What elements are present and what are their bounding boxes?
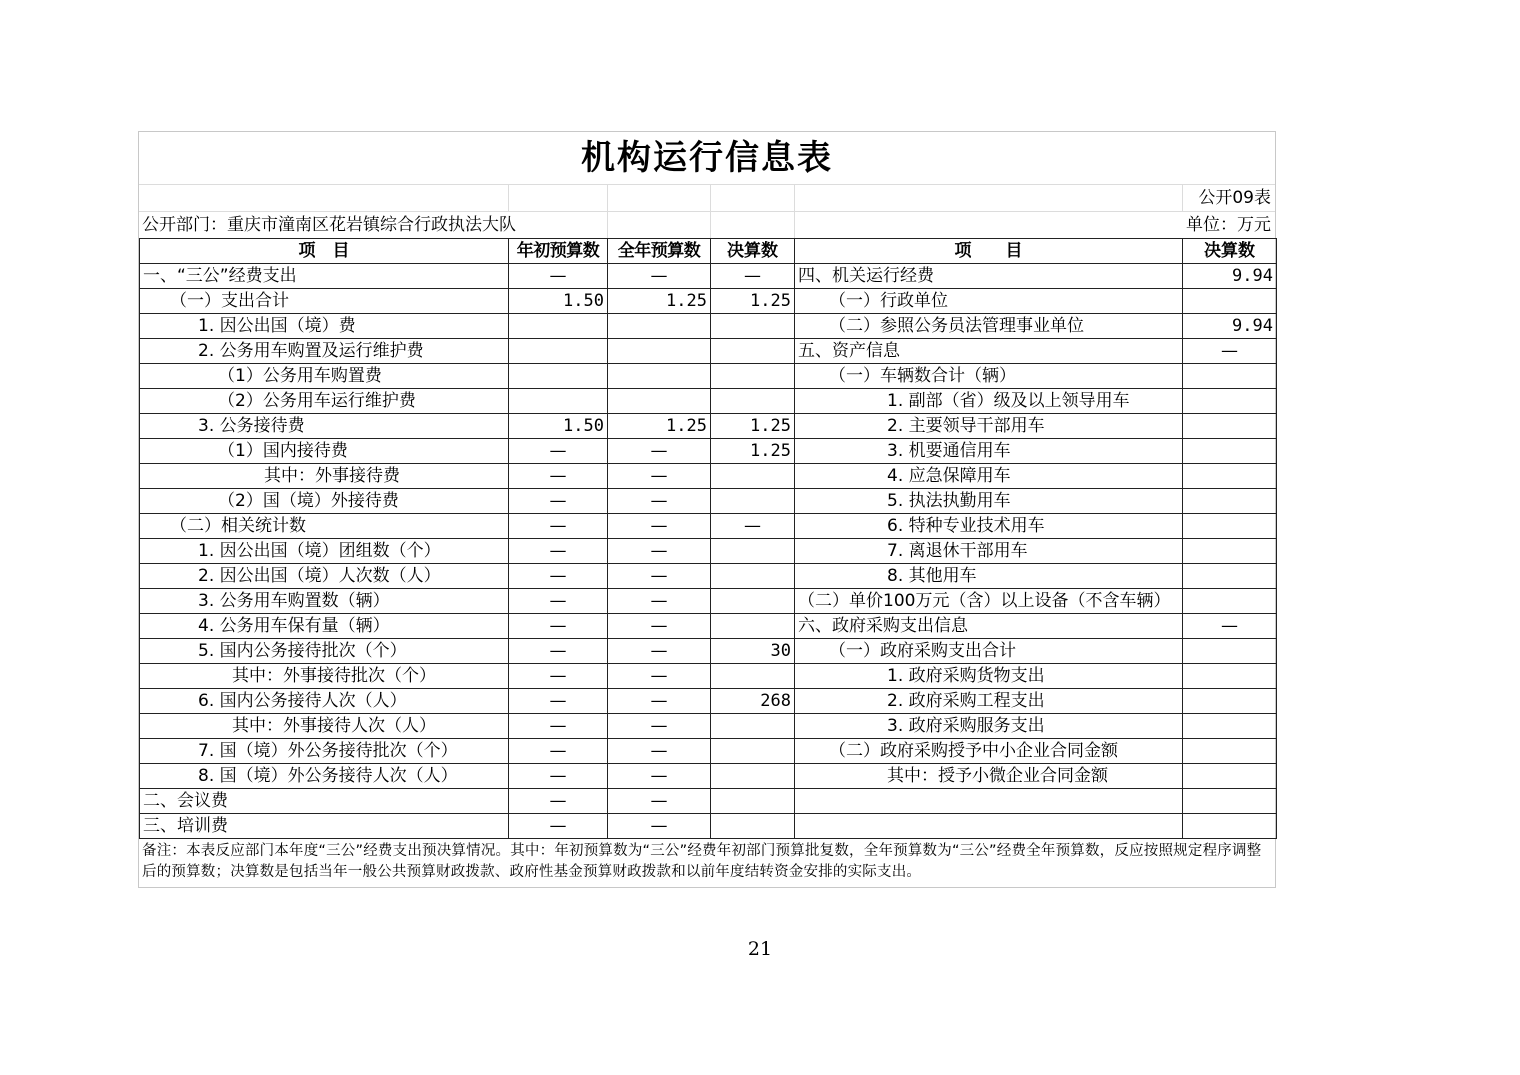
row-final-accounts-right [1183,814,1277,839]
row-item-left: 其中：外事接待费 [140,464,509,489]
header-item-right: 项 目 [795,239,1183,264]
info-table [139,238,1277,839]
row-final-accounts-right [1183,289,1277,314]
row-initial-budget: 1.50 [509,414,608,439]
table-row [140,339,1277,364]
row-final-accounts [711,339,795,364]
table-row [140,639,1277,664]
info-sheet [138,131,1276,888]
row-initial-budget [509,364,608,389]
row-full-year-budget [608,389,711,414]
row-full-year-budget [608,314,711,339]
row-full-year-budget: — [608,714,711,739]
row-final-accounts [711,789,795,814]
row-item-right: （二）单价100万元（含）以上设备（不含车辆） [795,589,1183,614]
grid-line [607,212,608,238]
row-final-accounts [711,539,795,564]
row-final-accounts: 30 [711,639,795,664]
row-full-year-budget: — [608,764,711,789]
row-final-accounts [711,389,795,414]
row-final-accounts-right [1183,564,1277,589]
row-final-accounts [711,464,795,489]
row-final-accounts: 1.25 [711,414,795,439]
row-final-accounts [711,589,795,614]
row-final-accounts-right [1183,714,1277,739]
row-final-accounts: — [711,514,795,539]
row-full-year-budget: — [608,664,711,689]
row-final-accounts-right [1183,364,1277,389]
row-final-accounts-right [1183,514,1277,539]
table-row [140,689,1277,714]
header-initial-budget: 年初预算数 [509,239,608,264]
row-item-left: （一）支出合计 [140,289,509,314]
row-item-right: 其中：授予小微企业合同金额 [795,764,1183,789]
table-code-row [139,185,1275,212]
row-item-left: （1）公务用车购置费 [140,364,509,389]
row-initial-budget: — [509,464,608,489]
row-final-accounts-right [1183,539,1277,564]
row-final-accounts [711,564,795,589]
row-item-left: 3. 公务用车购置数（辆） [140,589,509,614]
table-row [140,314,1277,339]
row-item-left: （2）公务用车运行维护费 [140,389,509,414]
row-final-accounts [711,764,795,789]
row-initial-budget: — [509,539,608,564]
row-final-accounts: 1.25 [711,439,795,464]
table-row [140,714,1277,739]
row-full-year-budget: — [608,439,711,464]
grid-line [607,185,608,211]
row-full-year-budget: — [608,614,711,639]
page-title: 机构运行信息表 [139,132,1275,185]
row-full-year-budget: — [608,739,711,764]
row-item-left: 1. 因公出国（境）团组数（个） [140,539,509,564]
row-initial-budget: — [509,639,608,664]
row-item-right [795,814,1183,839]
row-final-accounts: 1.25 [711,289,795,314]
row-final-accounts [711,814,795,839]
row-full-year-budget: — [608,814,711,839]
grid-line [1182,185,1183,211]
row-initial-budget: — [509,439,608,464]
row-item-right: （一）车辆数合计（辆） [795,364,1183,389]
table-row [140,564,1277,589]
table-code: 公开09表 [1198,188,1271,208]
row-final-accounts-right [1183,689,1277,714]
row-final-accounts [711,714,795,739]
row-item-left: 其中：外事接待人次（人） [140,714,509,739]
header-final-accounts: 决算数 [711,239,795,264]
row-full-year-budget: — [608,264,711,289]
row-initial-budget: — [509,689,608,714]
department-label: 公开部门：重庆市潼南区花岩镇综合行政执法大队 [142,215,516,235]
row-item-right: （二）参照公务员法管理事业单位 [795,314,1183,339]
row-final-accounts-right [1183,664,1277,689]
table-row [140,514,1277,539]
row-item-left: 6. 国内公务接待人次（人） [140,689,509,714]
grid-line [508,185,509,211]
row-final-accounts [711,739,795,764]
row-final-accounts: 268 [711,689,795,714]
row-item-right: 3. 机要通信用车 [795,439,1183,464]
row-item-right: 1. 政府采购货物支出 [795,664,1183,689]
row-final-accounts-right: — [1183,339,1277,364]
row-item-left: 4. 公务用车保有量（辆） [140,614,509,639]
row-initial-budget: — [509,564,608,589]
row-item-left: 3. 公务接待费 [140,414,509,439]
row-full-year-budget: — [608,564,711,589]
row-item-left: 1. 因公出国（境）费 [140,314,509,339]
row-final-accounts-right [1183,489,1277,514]
row-item-left: （1）国内接待费 [140,439,509,464]
row-item-right: （一）行政单位 [795,289,1183,314]
row-final-accounts-right [1183,639,1277,664]
row-full-year-budget: — [608,589,711,614]
row-item-left: 5. 国内公务接待批次（个） [140,639,509,664]
table-row [140,439,1277,464]
row-initial-budget: — [509,489,608,514]
row-item-right: 4. 应急保障用车 [795,464,1183,489]
row-initial-budget: — [509,264,608,289]
row-final-accounts [711,489,795,514]
row-item-left: 8. 国（境）外公务接待人次（人） [140,764,509,789]
table-row [140,289,1277,314]
table-row [140,389,1277,414]
row-initial-budget: — [509,814,608,839]
row-item-left: 三、培训费 [140,814,509,839]
row-final-accounts-right [1183,789,1277,814]
row-initial-budget [509,389,608,414]
row-full-year-budget: — [608,789,711,814]
row-item-right [795,789,1183,814]
row-full-year-budget [608,364,711,389]
table-row [140,814,1277,839]
row-initial-budget: — [509,714,608,739]
row-item-right: 5. 执法执勤用车 [795,489,1183,514]
grid-line [710,185,711,211]
row-item-left: 其中：外事接待批次（个） [140,664,509,689]
row-initial-budget: — [509,789,608,814]
header-item-left: 项 目 [140,239,509,264]
row-item-right: 四、机关运行经费 [795,264,1183,289]
row-item-left: （2）国（境）外接待费 [140,489,509,514]
row-final-accounts-right: 9.94 [1183,264,1277,289]
row-full-year-budget: — [608,514,711,539]
table-row [140,664,1277,689]
row-final-accounts-right [1183,739,1277,764]
row-final-accounts [711,364,795,389]
row-initial-budget: — [509,764,608,789]
row-item-right: 2. 政府采购工程支出 [795,689,1183,714]
grid-line [794,185,795,211]
row-final-accounts-right [1183,764,1277,789]
row-item-right: 7. 离退休干部用车 [795,539,1183,564]
row-item-right: 3. 政府采购服务支出 [795,714,1183,739]
row-initial-budget [509,314,608,339]
row-final-accounts [711,614,795,639]
row-initial-budget: — [509,514,608,539]
row-item-right: 8. 其他用车 [795,564,1183,589]
grid-line [710,212,711,238]
row-item-right: 2. 主要领导干部用车 [795,414,1183,439]
header-full-year-budget: 全年预算数 [608,239,711,264]
row-item-right: （一）政府采购支出合计 [795,639,1183,664]
row-full-year-budget: 1.25 [608,289,711,314]
table-row [140,739,1277,764]
table-row [140,264,1277,289]
row-final-accounts [711,664,795,689]
table-row [140,464,1277,489]
row-full-year-budget: — [608,464,711,489]
row-item-right: （二）政府采购授予中小企业合同金额 [795,739,1183,764]
row-item-left: 2. 因公出国（境）人次数（人） [140,564,509,589]
table-row [140,614,1277,639]
row-item-left: 二、会议费 [140,789,509,814]
row-item-right: 六、政府采购支出信息 [795,614,1183,639]
row-final-accounts-right [1183,389,1277,414]
row-initial-budget: — [509,614,608,639]
footnote: 备注：本表反应部门本年度“三公”经费支出预决算情况。其中：年初预算数为“三公”经费年初部门预算批复数，全年预算数为“三公”经费全年预算数，反应按照规定程序调整后的预算数；决算数是包括当年一般公共预算财政拨款、政府性基金预算财政拨款和以前年度结转资金安排的实际支出。 [142,843,1262,880]
table-row [140,764,1277,789]
row-full-year-budget: — [608,639,711,664]
table-row [140,589,1277,614]
row-initial-budget: — [509,739,608,764]
row-item-left: 2. 公务用车购置及运行维护费 [140,339,509,364]
unit-label: 单位：万元 [1186,215,1271,235]
row-initial-budget: 1.50 [509,289,608,314]
row-item-right: 6. 特种专业技术用车 [795,514,1183,539]
row-item-left: 7. 国（境）外公务接待批次（个） [140,739,509,764]
row-item-left: （二）相关统计数 [140,514,509,539]
row-full-year-budget: — [608,689,711,714]
row-final-accounts-right [1183,414,1277,439]
table-row [140,539,1277,564]
row-final-accounts-right: 9.94 [1183,314,1277,339]
row-initial-budget [509,339,608,364]
row-final-accounts-right [1183,439,1277,464]
table-row [140,489,1277,514]
table-header-row [140,239,1277,264]
row-full-year-budget [608,339,711,364]
row-item-right: 1. 副部（省）级及以上领导用车 [795,389,1183,414]
row-initial-budget: — [509,589,608,614]
row-full-year-budget: 1.25 [608,414,711,439]
row-full-year-budget: — [608,539,711,564]
row-item-right: 五、资产信息 [795,339,1183,364]
row-initial-budget: — [509,664,608,689]
row-final-accounts-right [1183,589,1277,614]
row-final-accounts-right [1183,464,1277,489]
row-final-accounts-right: — [1183,614,1277,639]
table-row [140,789,1277,814]
row-full-year-budget: — [608,489,711,514]
header-final-accounts-right: 决算数 [1183,239,1277,264]
row-item-left: 一、“三公”经费支出 [140,264,509,289]
table-row [140,364,1277,389]
row-final-accounts [711,314,795,339]
department-row [139,212,1275,238]
grid-line [794,212,795,238]
table-row [140,414,1277,439]
page-number: 21 [747,938,773,960]
row-final-accounts: — [711,264,795,289]
